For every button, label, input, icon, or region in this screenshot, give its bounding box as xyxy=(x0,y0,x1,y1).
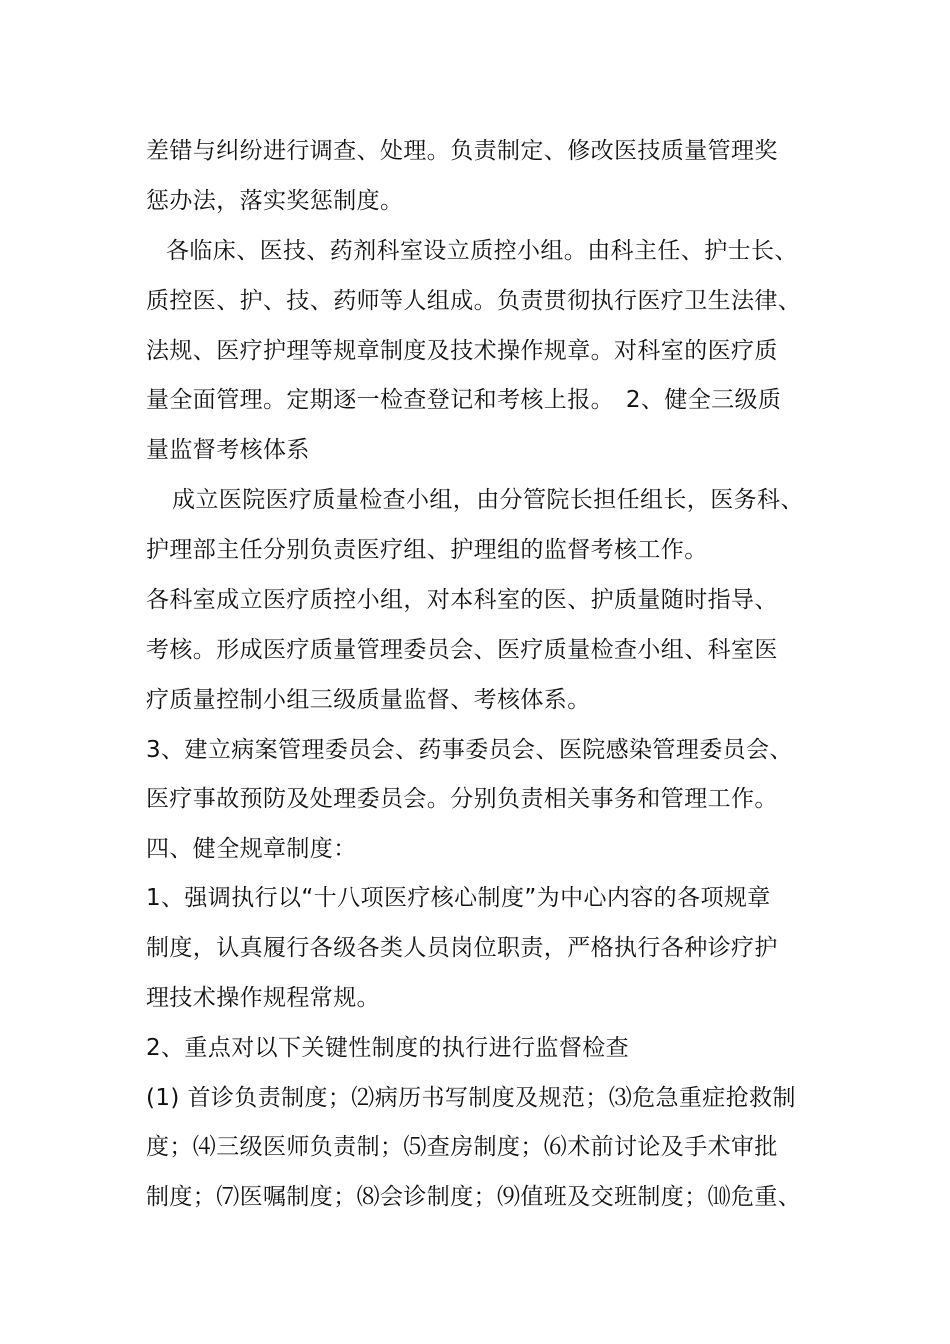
text-line: 量监督考核体系 xyxy=(146,437,310,463)
text-line: 惩办法，落实奖惩制度。 xyxy=(146,188,404,214)
text-line: 医疗事故预防及处理委员会。分别负责相关事务和管理工作。 xyxy=(146,786,778,812)
text-line: 护理部主任分别负责医疗组、护理组的监督考核工作。 xyxy=(146,537,708,563)
text-line: 疗质量控制小组三级质量监督、考核体系。 xyxy=(146,687,591,713)
text-line: 差错与纠纷进行调查、处理。负责制定、修改医技质量管理奖 xyxy=(146,138,778,164)
text-line: 各科室成立医疗质控小组，对本科室的医、护质量随时指导、 xyxy=(146,587,778,613)
text-line: 理技术操作规程常规。 xyxy=(146,985,380,1011)
text-line: 法规、医疗护理等规章制度及技术操作规章。对科室的医疗质 xyxy=(146,338,778,364)
text-line: (1) 首诊负责制度；⑵病历书写制度及规范；⑶危急重症抢救制 xyxy=(146,1085,796,1111)
text-line: 成立医院医疗质量检查小组，由分管院长担任组长，医务科、 xyxy=(172,487,804,513)
text-line: 度；⑷三级医师负责制；⑸查房制度；⑹术前讨论及手术审批 xyxy=(146,1134,778,1160)
text-line: 量全面管理。定期逐一检查登记和考核上报。 2、健全三级质 xyxy=(146,387,782,413)
text-line: 2、重点对以下关键性制度的执行进行监督检查 xyxy=(146,1035,630,1061)
text-line: 3、建立病案管理委员会、药事委员会、医院感染管理委员会、 xyxy=(146,737,793,763)
text-line: 制度；⑺医嘱制度；⑻会诊制度；⑼值班及交班制度；⑽危重、 xyxy=(146,1184,802,1210)
text-line: 考核。形成医疗质量管理委员会、医疗质量检查小组、科室医 xyxy=(146,637,778,663)
section-heading: 四、健全规章制度： xyxy=(146,836,357,862)
text-line: 1、强调执行以“十八项医疗核心制度”为中心内容的各项规章 xyxy=(146,885,771,911)
text-line: 各临床、医技、药剂科室设立质控小组。由科主任、护士长、 xyxy=(166,238,798,264)
text-line: 质控医、护、技、药师等人组成。负责贯彻执行医疗卫生法律、 xyxy=(146,288,802,314)
text-line: 制度，认真履行各级各类人员岗位职责，严格执行各种诊疗护 xyxy=(146,935,778,961)
